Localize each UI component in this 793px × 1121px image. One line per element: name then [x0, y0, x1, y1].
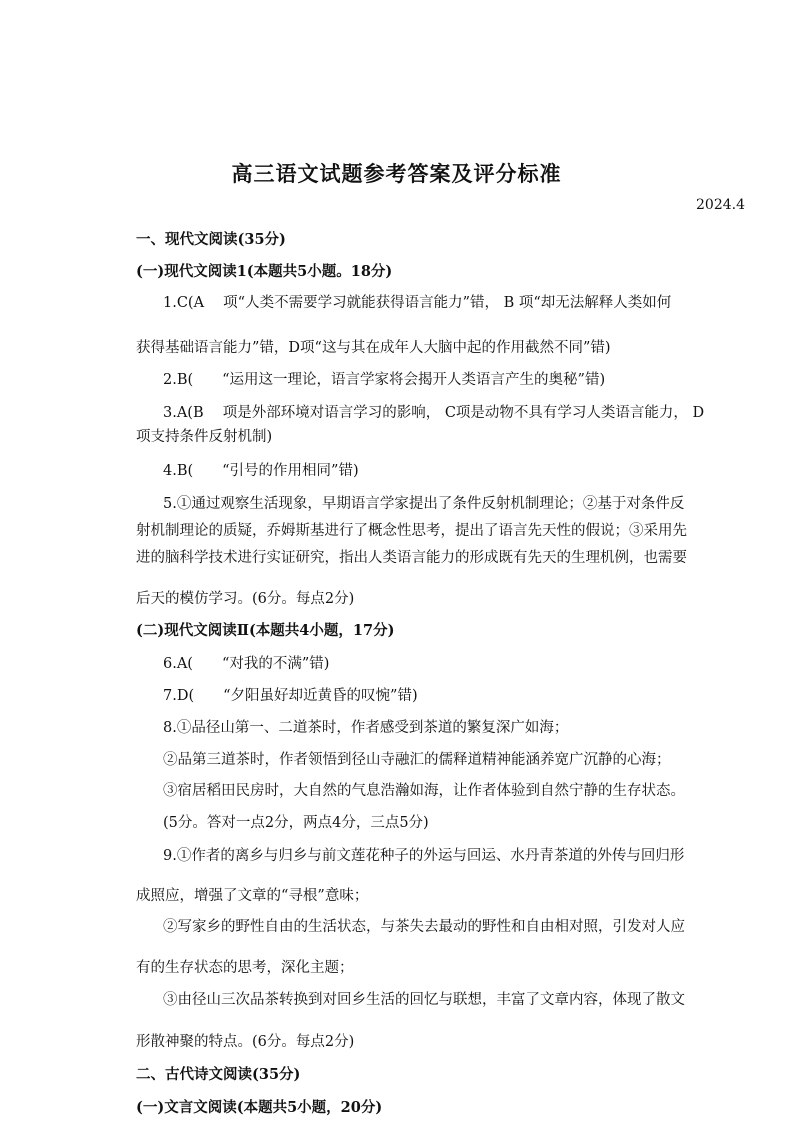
answer-q1-line1: 1.C(A 项“人类不需要学习就能获得语言能力”错， B 项“却无法解释人类如何: [163, 295, 672, 311]
subsection-heading-2-1: (一)文言文阅读(本题共5小题，20分): [136, 1099, 383, 1116]
answer-q5-line2: 射机制理论的质疑，乔姆斯基进行了概念性思考，提出了语言先天性的假说；③采用先: [136, 523, 687, 539]
document-title: 高三语文试题参考答案及评分标准: [231, 161, 562, 186]
answer-q4: 4.B( “引号的作用相同”错): [163, 463, 359, 479]
subsection-heading-1-2: (二)现代文阅读Ⅱ(本题共4小题，17分): [136, 622, 395, 639]
answer-q9-line5: ③由径山三次品茶转换到对回乡生活的回忆与联想，丰富了文章内容，体现了散文: [163, 992, 685, 1008]
answer-q9-line6: 形散神聚的特点。(6分。每点2分): [136, 1034, 355, 1050]
answer-q9-line3: ②写家乡的野性自由的生活状态，与茶失去最动的野性和自由相对照，引发对人应: [163, 919, 685, 935]
subsection-heading-1-1: (一)现代文阅读1(本题共5小题。18分): [136, 263, 393, 280]
section-heading-2: 二、古代诗文阅读(35分): [136, 1066, 301, 1083]
answer-q2: 2.B( “运用这一理论，语言学家将会揭开人类语言产生的奥秘”错): [163, 372, 606, 388]
answer-q8-line2: ②品第三道茶时，作者领悟到径山寺融汇的儒释道精神能涵养宽广沉静的心海；: [163, 752, 671, 768]
answer-q5-line1: 5.①通过观察生活现象，早期语言学家提出了条件反射机制理论；②基于对条件反: [163, 496, 685, 512]
answer-q3-line1: 3.A(B 项是外部环境对语言学习的影响， C项是动物不具有学习人类语言能力， D: [163, 405, 705, 421]
section-heading-1: 一、现代文阅读(35分): [136, 231, 286, 248]
answer-q8-line4: (5分。答对一点2分，两点4分，三点5分): [163, 815, 429, 831]
document-date: 2024.4: [696, 197, 745, 213]
answer-q6: 6.A( “对我的不满”错): [163, 656, 330, 672]
answer-q9-line1: 9.①作者的离乡与归乡与前文莲花种子的外运与回运、水丹青茶道的外传与回归形: [163, 848, 685, 864]
answer-q7: 7.D( “夕阳虽好却近黄昏的叹惋”错): [163, 688, 418, 704]
answer-q3-line2: 项支持条件反射机制): [136, 429, 273, 445]
answer-q8-line3: ③宿居稻田民房时，大自然的气息浩瀚如海，让作者体验到自然宁静的生存状态。: [163, 783, 685, 799]
answer-q5-line3: 进的脑科学技术进行实证研究，指出人类语言能力的形成既有先天的生理机例，也需要: [136, 550, 687, 566]
answer-q5-line4: 后天的模仿学习。(6分。每点2分): [136, 591, 355, 607]
answer-q9-line2: 成照应，增强了文章的“寻根”意味；: [136, 888, 369, 904]
answer-q9-line4: 有的生存状态的思考，深化主题；: [136, 960, 354, 976]
answer-q8-line1: 8.①品径山第一、二道茶时，作者感受到茶道的繁复深广如海；: [163, 720, 569, 736]
answer-q1-line2: 获得基础语言能力”错，D项“这与其在成年人大脑中起的作用截然不同”错): [136, 340, 611, 356]
